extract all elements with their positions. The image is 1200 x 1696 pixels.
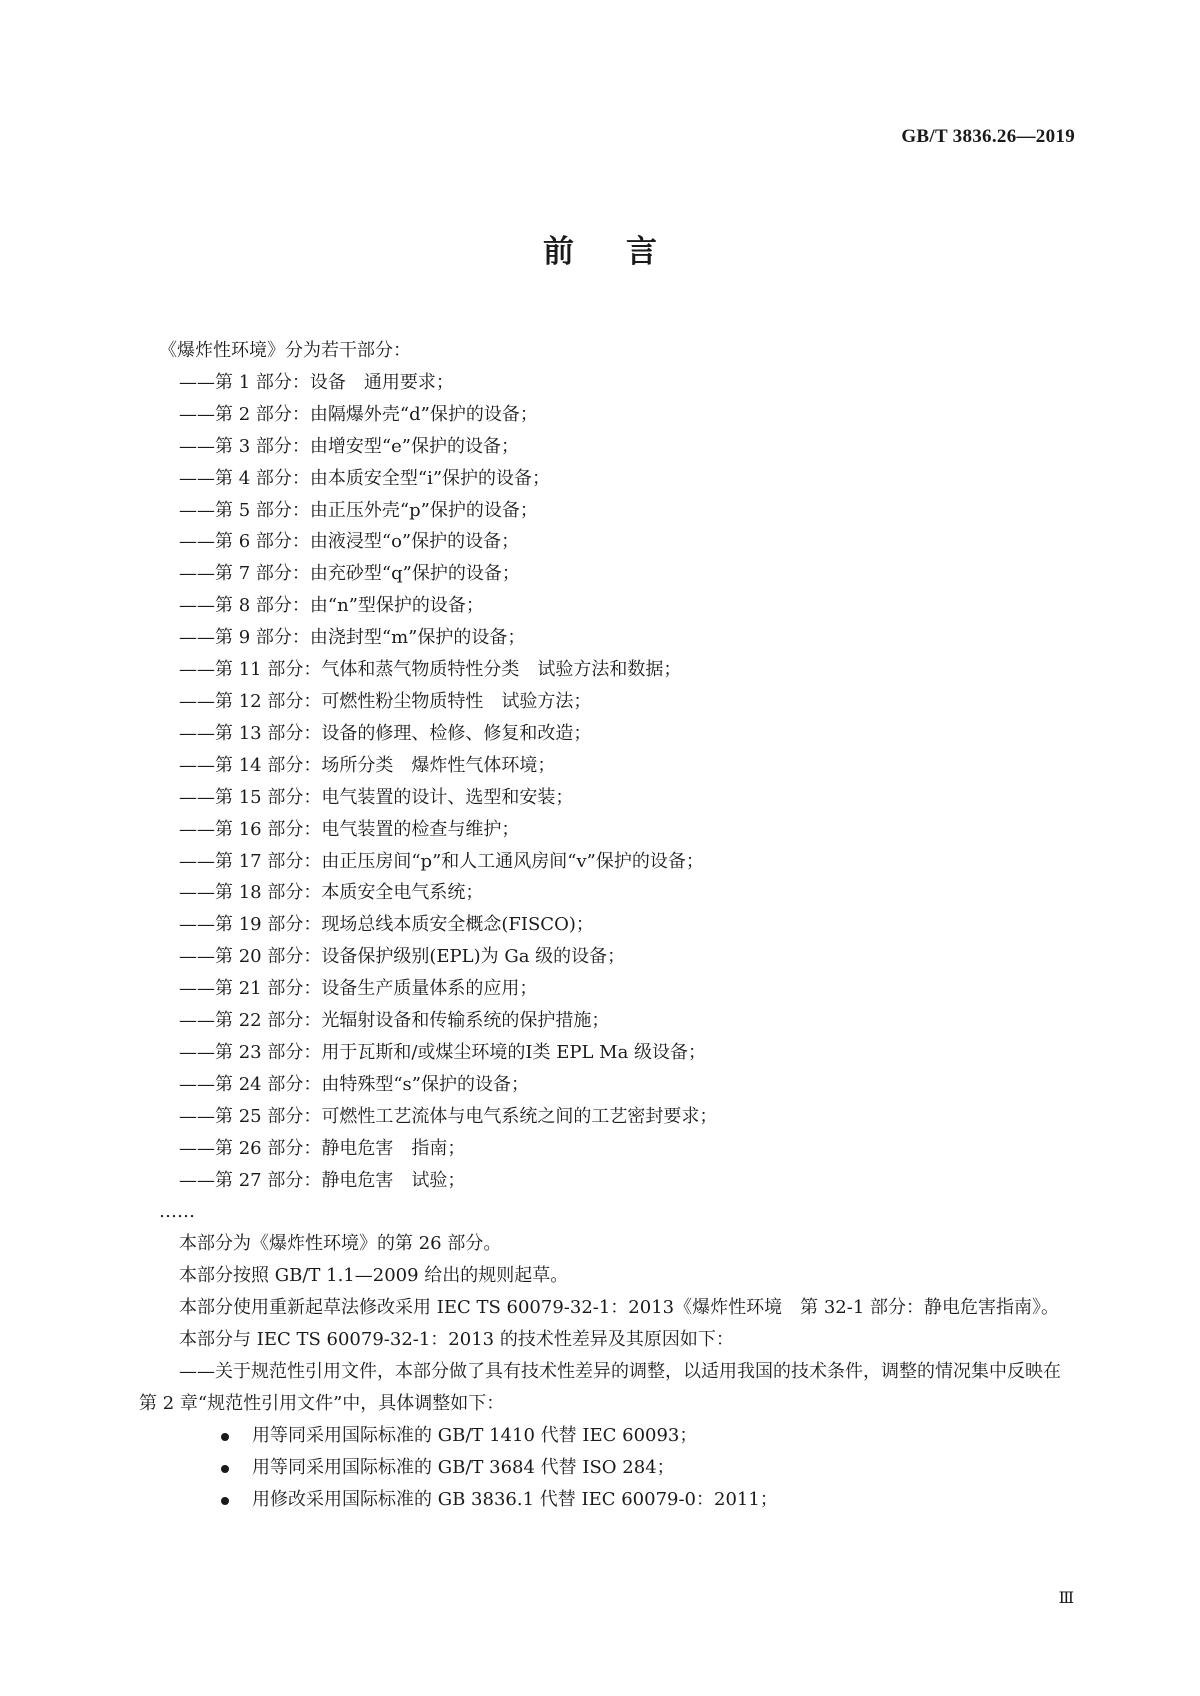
part-item: ——第 22 部分：光辐射设备和传输系统的保护措施； bbox=[179, 1010, 610, 1032]
series-intro: 《爆炸性环境》分为若干部分： bbox=[159, 340, 411, 361]
part-item: ——第 19 部分：现场总线本质安全概念(FISCO)； bbox=[179, 914, 594, 936]
page-number: Ⅲ bbox=[1058, 1590, 1074, 1607]
part-item: ——第 25 部分：可燃性工艺流体与电气系统之间的工艺密封要求； bbox=[179, 1105, 718, 1127]
part-item: ——第 24 部分：由特殊型“s”保护的设备； bbox=[179, 1073, 529, 1095]
differences-item: ——关于规范性引用文件，本部分做了具有技术性差异的调整，以适用我国的技术条件，调整的情况集中反映在第 2 章“规范性引用文件”中，具体调整如下： bbox=[139, 1361, 1061, 1414]
page-title: 前言 bbox=[543, 234, 709, 270]
bullet-text: 用修改采用国际标准的 GB 3836.1 代替 IEC 60079-0：2011； bbox=[252, 1488, 778, 1510]
part-item: ——第 3 部分：由增安型“e”保护的设备； bbox=[179, 435, 519, 457]
differences-intro: 本部分与 IEC TS 60079-32-1：2013 的技术性差异及其原因如下： bbox=[179, 1329, 734, 1351]
parts-list bbox=[159, 367, 1071, 1197]
drafting-rule-statement: 本部分按照 GB/T 1.1—2009 给出的规则起草。 bbox=[179, 1265, 569, 1287]
part-item: ——第 14 部分：场所分类 爆炸性气体环境； bbox=[179, 754, 556, 776]
bullet-item bbox=[159, 1420, 1071, 1452]
bullet-text: 用等同采用国际标准的 GB/T 1410 代替 IEC 60093； bbox=[252, 1424, 698, 1446]
bullet-icon bbox=[221, 1465, 229, 1473]
part-item: ——第 27 部分：静电危害 试验； bbox=[179, 1169, 466, 1191]
adoption-wrapper bbox=[139, 1292, 1071, 1324]
bullet-item bbox=[159, 1452, 1071, 1484]
list-ellipsis: …… bbox=[159, 1201, 195, 1223]
replacement-list bbox=[159, 1420, 1071, 1516]
part-item: ——第 18 部分：本质安全电气系统； bbox=[179, 882, 484, 904]
part-item: ——第 11 部分：气体和蒸气物质特性分类 试验方法和数据； bbox=[179, 659, 682, 681]
part-item: ——第 9 部分：由浇封型“m”保护的设备； bbox=[179, 627, 526, 649]
part-item: ——第 1 部分：设备 通用要求； bbox=[179, 371, 454, 393]
part-item: ——第 7 部分：由充砂型“q”保护的设备； bbox=[179, 563, 520, 585]
part-item: ——第 21 部分：设备生产质量体系的应用； bbox=[179, 978, 538, 1000]
part-item: ——第 5 部分：由正压外壳“p”保护的设备； bbox=[179, 499, 538, 521]
adoption-statement: 本部分使用重新起草法修改采用 IEC TS 60079-32-1：2013《爆炸性环境 第 32-1 部分：静电危害指南》。 bbox=[179, 1297, 1059, 1319]
part-item: ——第 16 部分：电气装置的检查与维护； bbox=[179, 818, 520, 840]
part-item: ——第 26 部分：静电危害 指南； bbox=[179, 1137, 466, 1159]
part-item: ——第 17 部分：由正压房间“p”和人工通风房间“v”保护的设备； bbox=[179, 850, 704, 872]
part-item: ——第 12 部分：可燃性粉尘物质特性 试验方法； bbox=[179, 690, 592, 712]
standard-number: GB/T 3836.26—2019 bbox=[901, 126, 1075, 147]
part-item: ——第 2 部分：由隔爆外壳“d”保护的设备； bbox=[179, 403, 538, 425]
part-statement: 本部分为《爆炸性环境》的第 26 部分。 bbox=[179, 1233, 502, 1255]
preface-body bbox=[139, 335, 1071, 1516]
part-item: ——第 15 部分：电气装置的设计、选型和安装； bbox=[179, 786, 574, 808]
part-item: ——第 20 部分：设备保护级别(EPL)为 Ga 级的设备； bbox=[179, 946, 626, 968]
part-item: ——第 8 部分：由“n”型保护的设备； bbox=[179, 595, 484, 617]
bullet-text: 用等同采用国际标准的 GB/T 3684 代替 ISO 284； bbox=[252, 1456, 675, 1478]
bullet-item bbox=[159, 1484, 1071, 1516]
bullet-icon bbox=[221, 1433, 229, 1441]
bullet-icon bbox=[221, 1497, 229, 1505]
part-item: ——第 13 部分：设备的修理、检修、修复和改造； bbox=[179, 722, 592, 744]
part-item: ——第 4 部分：由本质安全型“i”保护的设备； bbox=[179, 467, 551, 489]
differences-wrapper bbox=[139, 1356, 1071, 1420]
part-item: ——第 6 部分：由液浸型“o”保护的设备； bbox=[179, 531, 520, 553]
part-item: ——第 23 部分：用于瓦斯和/或煤尘环境的Ⅰ类 EPL Ma 级设备； bbox=[179, 1041, 707, 1063]
